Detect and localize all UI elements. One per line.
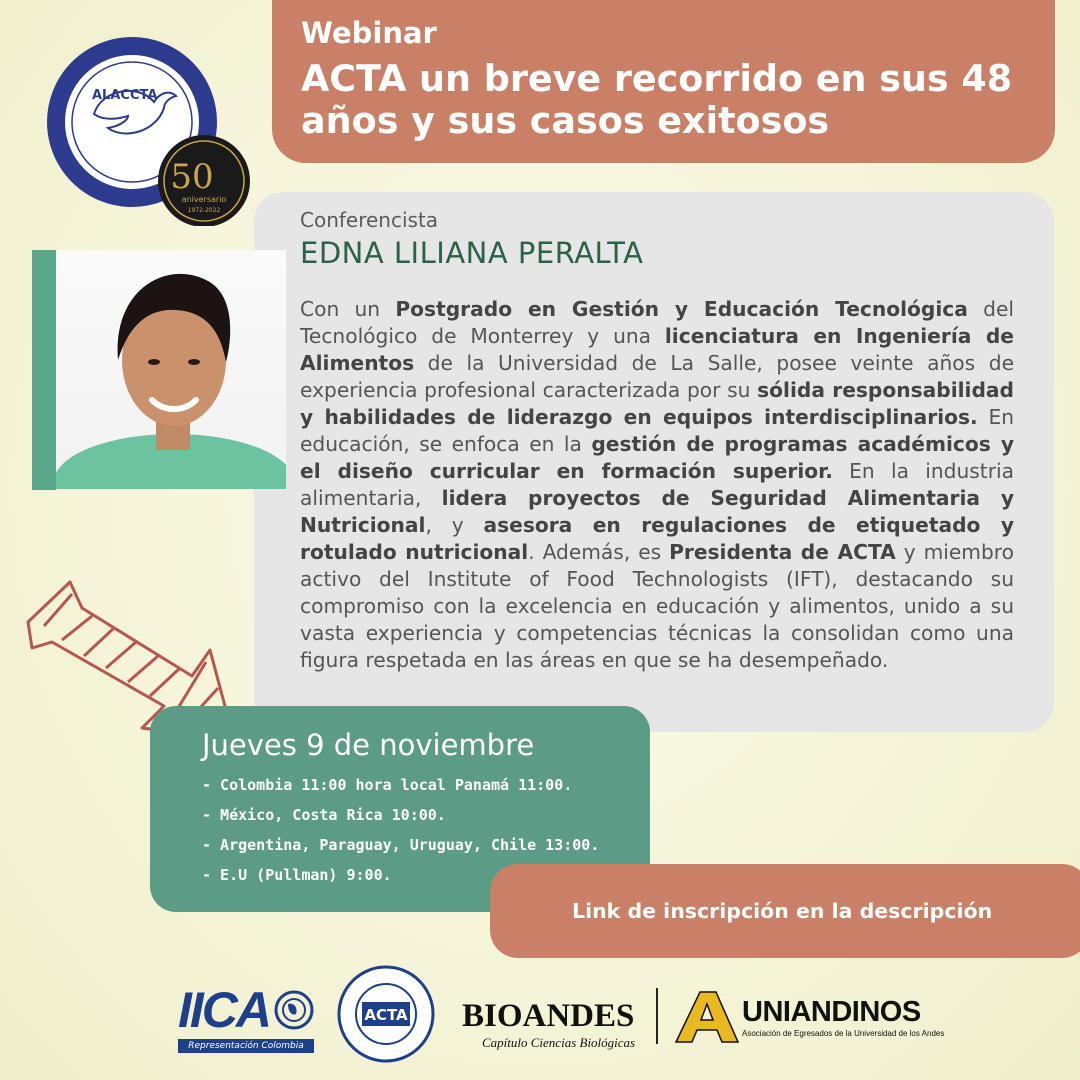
photo-accent-bar: [32, 250, 56, 490]
bio-text: En educación, se enfoca en la: [300, 405, 1014, 456]
bio-highlight: lidera proyectos de Seguridad Alimentaria y Nutricional: [300, 486, 1014, 537]
header-banner: [272, 0, 1055, 163]
anniversary-number: 50: [170, 157, 214, 197]
schedule-item: - Argentina, Paraguay, Uruguay, Chile 13:00.: [202, 836, 600, 854]
webinar-title: ACTA un breve recorrido en sus 48 años y sus casos exitosos: [301, 57, 1013, 142]
alaccta-name: ALACCTA: [92, 88, 158, 103]
speaker-name: EDNA LILIANA PERALTA: [300, 236, 644, 270]
bio-highlight: Postgrado en Gestión y Educación Tecnológica: [395, 297, 968, 321]
iica-sub: Representación Colombia: [178, 1039, 314, 1053]
uniandinos-sub: Asociación de Egresados de la Universidad de los Andes: [742, 1029, 945, 1038]
bio-highlight: gestión de programas académicos y el diseño curricular en formación superior.: [300, 432, 1014, 483]
bioandes-logo: [462, 998, 635, 1051]
bio-text: del Tecnológico de Monterrey y una: [300, 297, 1014, 348]
speaker-role: Conferencista: [300, 208, 439, 232]
person-icon: [56, 250, 286, 489]
uniandinos-word: UNIANDINOS: [742, 996, 921, 1028]
bio-highlight: sólida responsabilidad y habilidades de liderazgo en equipos interdisciplinarios.: [300, 378, 1014, 429]
webinar-label: Webinar: [301, 16, 437, 50]
bioandes-word: BIOANDES: [462, 998, 635, 1034]
bio-text: En la industria alimentaria,: [300, 459, 1014, 510]
bioandes-sub: Capítulo Ciencias Biológicas: [482, 1035, 636, 1050]
globe-icon: [274, 990, 314, 1030]
bio-text: . Además, es: [528, 540, 670, 564]
alaccta-logo: [44, 36, 264, 226]
bio-highlight: Presidenta de ACTA: [669, 540, 896, 564]
schedule-item: - México, Costa Rica 10:00.: [202, 806, 446, 824]
anniversary-years: 1972-2022: [187, 207, 221, 214]
schedule-item: - Colombia 11:00 hora local Panamá 11:00.: [202, 776, 573, 794]
event-date: Jueves 9 de noviembre: [202, 728, 535, 762]
logo-separator: [656, 988, 658, 1044]
bio-text: de la Universidad de La Salle, posee veinte años de experiencia profesional caracterizada por su: [300, 351, 1014, 402]
bio-text: Con un: [300, 297, 396, 321]
bio-text: y miembro activo del Institute of Food Technologists (IFT), destacando su compromiso con la excelencia en educación y alimentos, unido a su vasta experiencia y competencias técnicas la consolidan como una figura respetada en las áreas en que se ha desempeñado.: [300, 540, 1014, 672]
bio-highlight: asesora en regulaciones de etiquetado y rotulado nutricional: [300, 513, 1015, 564]
bio-text: , y: [425, 513, 484, 537]
speaker-photo: [56, 250, 286, 489]
schedule-item: - E.U (Pullman) 9:00.: [202, 866, 392, 884]
acta-word: ACTA: [364, 1006, 408, 1024]
anniversary-label: aniversario: [181, 195, 227, 204]
acta-logo: [336, 964, 436, 1064]
bio-highlight: licenciatura en Ingeniería de Alimentos: [300, 324, 1014, 375]
speaker-bio: [300, 296, 1014, 674]
registration-link-button[interactable]: Link de inscripción en la descripción: [490, 864, 1080, 958]
uniandinos-a-icon: [672, 988, 742, 1044]
uniandinos-logo: [742, 996, 944, 1038]
iica-logo: [178, 982, 314, 1053]
iica-word: IICA: [178, 982, 270, 1038]
